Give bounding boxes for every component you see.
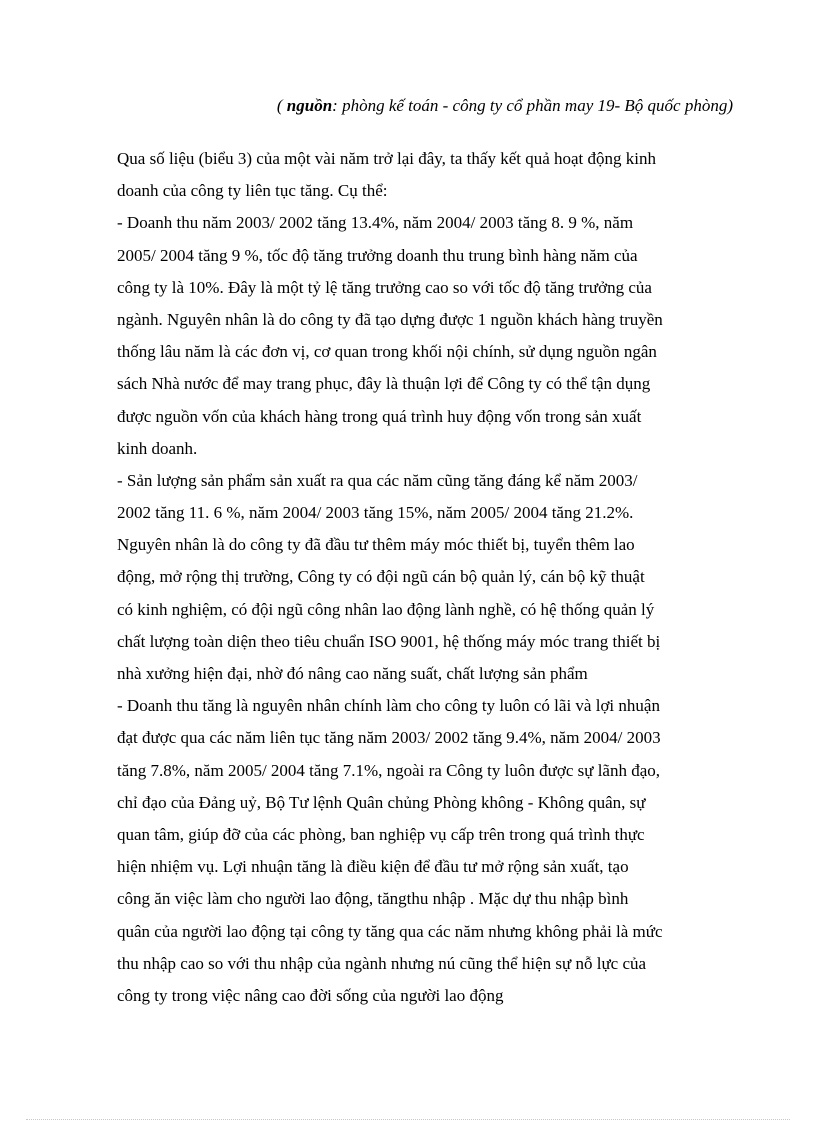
text-line: ngành. Nguyên nhân là do công ty đã tạo dựng được 1 nguồn khách hàng truyền (117, 309, 663, 329)
source-label: nguồn (286, 96, 333, 115)
text-line: Nguyên nhân là do công ty đã đầu tư thêm máy móc thiết bị, tuyển thêm lao (117, 535, 635, 555)
text-line: sách Nhà nước để may trang phục, đây là thuận lợi để Công ty có thể tận dụng (117, 374, 651, 394)
body-paragraph (117, 143, 737, 1012)
text-line: được nguồn vốn của khách hàng trong quá trình huy động vốn trong sản xuất (117, 406, 642, 426)
text-line: quan tâm, giúp đỡ của các phòng, ban nghiệp vụ cấp trên trong quá trình thực (117, 824, 645, 844)
text-line: chất lượng toàn diện theo tiêu chuẩn ISO 9001, hệ thống máy móc trang thiết bị (117, 631, 661, 651)
text-line: - Doanh thu năm 2003/ 2002 tăng 13.4%, năm 2004/ 2003 tăng 8. 9 %, năm (117, 213, 634, 233)
text-line: đạt được qua các năm liên tục tăng năm 2003/ 2002 tăng 9.4%, năm 2004/ 2003 (117, 728, 661, 748)
text-line: quân của người lao động tại công ty tăng qua các năm nhưng không phải là mức (117, 921, 663, 941)
text-line: kinh doanh. (117, 438, 198, 458)
text-line: công ăn việc làm cho người lao động, tăngthu nhập . Mặc dự thu nhập bình (117, 889, 629, 909)
text-line: công ty là 10%. Đây là một tỷ lệ tăng trưởng cao so với tốc độ tăng trưởng của (117, 277, 652, 297)
text-line: nhà xưởng hiện đại, nhờ đó nâng cao năng suất, chất lượng sản phẩm (117, 664, 588, 683)
text-line: thu nhập cao so với thu nhập của ngành nhưng nú cũng thể hiện sự nỗ lực của (117, 953, 647, 973)
text-line: chỉ đạo của Đảng uỷ, Bộ Tư lệnh Quân chủng Phòng không - Không quân, sự (117, 792, 646, 812)
source-text: : phòng kế toán - công ty cổ phần may 19- Bộ quốc phòng) (332, 96, 733, 115)
text-line: hiện nhiệm vụ. Lợi nhuận tăng là điều kiện để đầu tư mở rộng sản xuất, tạo (117, 857, 629, 877)
text-line: động, mở rộng thị trường, Công ty có đội ngũ cán bộ quản lý, cán bộ kỹ thuật (117, 567, 645, 587)
page-bottom-divider (26, 1119, 790, 1120)
text-line: - Sản lượng sản phẩm sản xuất ra qua các năm cũng tăng đáng kể năm 2003/ (117, 470, 638, 490)
text-line: doanh của công ty liên tục tăng. Cụ thể: (117, 181, 388, 201)
text-line: công ty trong việc nâng cao đời sống của người lao động (117, 985, 504, 1005)
text-line: 2005/ 2004 tăng 9 %, tốc độ tăng trưởng doanh thu trung bình hàng năm của (117, 245, 638, 265)
text-line: 2002 tăng 11. 6 %, năm 2004/ 2003 tăng 15%, năm 2005/ 2004 tăng 21.2%. (117, 503, 634, 523)
text-line: tăng 7.8%, năm 2005/ 2004 tăng 7.1%, ngoài ra Công ty luôn được sự lãnh đạo, (117, 760, 661, 780)
text-line: có kinh nghiệm, có đội ngũ công nhân lao động lành nghề, có hệ thống quản lý (117, 599, 655, 619)
text-line: - Doanh thu tăng là nguyên nhân chính làm cho công ty luôn có lãi và lợi nhuận (117, 696, 660, 716)
text-line: thống lâu năm là các đơn vị, cơ quan trong khối nội chính, sử dụng nguồn ngân (117, 342, 657, 362)
source-citation (277, 96, 733, 116)
text-line: Qua số liệu (biểu 3) của một vài năm trở lại đây, ta thấy kết quả hoạt động kinh (117, 149, 656, 168)
source-open: ( (276, 96, 287, 115)
